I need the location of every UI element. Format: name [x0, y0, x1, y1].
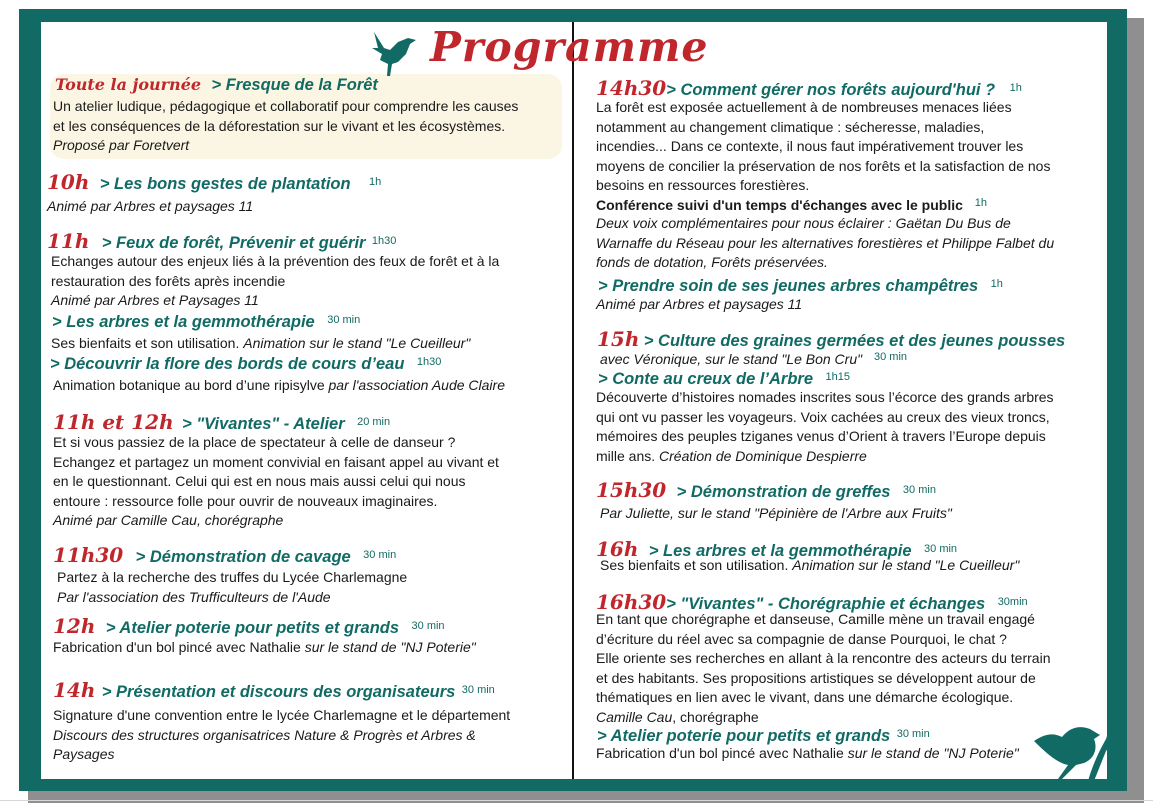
duration: 1h15	[825, 371, 850, 383]
duration: 30 min	[896, 728, 930, 740]
gerer-heading: > Comment gérer nos forêts aujourd'hui ?	[666, 81, 996, 99]
greffes-credit-text: Par Juliette, sur le stand "Pépinière de l'Arbre aux Fruits"	[600, 505, 952, 521]
time-16h: 16h	[596, 537, 639, 561]
duration: 1h	[1009, 82, 1022, 94]
column-divider	[572, 22, 574, 779]
time-11h-12h: 11h et 12h	[53, 410, 174, 434]
conte-description	[596, 388, 1054, 466]
conte-desc-line: Découverte d’histoires nomades inscrites sous l’écorce des grands arbres	[596, 389, 1054, 405]
conference-credit	[596, 214, 1054, 273]
duration: 30 min	[924, 543, 958, 555]
poterie2-credit: sur le stand de "NJ Poterie"	[847, 745, 1019, 761]
choregraphie-desc-line: En tant que chorégraphe et danseuse, Camille mène un travail engagé	[596, 611, 1035, 627]
conte-heading: > Conte au creux de l’Arbre	[598, 370, 814, 388]
conte-desc-line: mémoires des peuples tziganes venus d’Orient à travers l’Europe depuis	[596, 428, 1046, 444]
credit-text: Animé par Arbres et paysages 11	[596, 296, 803, 312]
flore-heading: > Découvrir la flore des bords de cours d’eau	[50, 355, 405, 373]
choregraphie-description	[596, 610, 1050, 727]
duration: 1h30	[371, 235, 397, 247]
vivantes-desc-line: Et si vous passiez de la place de spectateur à celle de danseur ?	[53, 434, 456, 450]
time-15h30: 15h30	[596, 478, 667, 502]
poterie-desc: Fabrication d'un bol pincé avec Nathalie	[53, 639, 305, 655]
duration: 1h	[369, 176, 382, 188]
choregraphie-desc-line: et des habitants. Ses propositions artistiques se développent autour de	[596, 669, 1036, 686]
gerer-desc-line: La forêt est exposée actuellement à de nombreuses menaces liées	[596, 99, 1012, 115]
champetres-line	[598, 277, 1003, 296]
choregraphie-credit-role: , chorégraphe	[672, 708, 759, 725]
gemmo-line	[52, 313, 360, 332]
poterie-description	[53, 638, 476, 658]
vivantes-desc-line: en le questionnant. Celui qui est en nous mais aussi celui qui nous	[53, 473, 466, 489]
duration: 30 min	[873, 351, 908, 363]
discours-credit-line: Paysages	[53, 746, 115, 762]
choregraphie-desc-line: d’écriture du réel avec sa compagnie de danse Pourquoi, le chat ?	[596, 630, 1007, 647]
vivantes-desc-line: Echangez et partagez un moment convivial en faisant appel au vivant et	[53, 453, 499, 470]
champetres-credit	[596, 295, 802, 315]
vivantes-heading: > "Vivantes" - Atelier	[182, 415, 345, 433]
flore-line	[50, 355, 441, 374]
duration: 30 min	[461, 684, 495, 696]
discours-desc: Signature d'une convention entre le lycée Charlemagne et le département	[53, 707, 511, 723]
bird-on-branch-icon	[1032, 705, 1114, 781]
cavage-credit: Par l'association des Trufficulteurs de l'Aude	[57, 588, 331, 605]
conte-desc-line: mille ans.	[596, 447, 660, 464]
fresque-desc-line: et les conséquences de la déforestation sur le vivant et les écosystèmes.	[53, 117, 506, 134]
time-16h30: 16h30	[596, 590, 667, 614]
slot-15h30	[596, 478, 936, 502]
cavage-desc: Partez à la recherche des truffes du Lycée Charlemagne	[57, 569, 408, 585]
fresque-heading: > Fresque de la Forêt	[211, 76, 378, 94]
gerer-description	[596, 98, 1050, 196]
greffes-credit	[600, 504, 952, 524]
gemmo16-desc: Ses bienfaits et son utilisation.	[600, 557, 793, 573]
duration: 1h	[974, 197, 988, 209]
gemmo16-credit: Animation sur le stand "Le Cueilleur"	[792, 557, 1020, 573]
gemmo-credit: Animation sur le stand "Le Cueilleur"	[243, 335, 471, 351]
graines-credit	[600, 348, 907, 370]
vivantes-credit: Animé par Camille Cau, chorégraphe	[53, 512, 284, 528]
champetres-heading: > Prendre soin de ses jeunes arbres champêtres	[598, 277, 979, 295]
time-14h30: 14h30	[596, 76, 667, 100]
gemmo-heading: > Les arbres et la gemmothérapie	[52, 313, 315, 331]
time-11h30: 11h30	[53, 543, 124, 567]
conference-credit-line: Warnaffe du Réseau pour les alternatives forestières et Philippe Falbet du	[596, 234, 1055, 251]
plantation-heading: > Les bons gestes de plantation	[99, 175, 351, 193]
discours-description	[53, 706, 510, 765]
choregraphie-heading: > "Vivantes" - Chorégraphie et échanges	[666, 595, 986, 613]
slot-12h	[53, 614, 445, 638]
flore-credit: par l'association Aude Claire	[328, 377, 505, 393]
duration: 1h30	[416, 356, 442, 368]
duration: 30 min	[902, 484, 936, 496]
duration: 30 min	[363, 549, 397, 561]
discours-credit-line: Discours des structures organisatrices Nature & Progrès et Arbres &	[53, 726, 476, 743]
duration: 20 min	[357, 416, 391, 428]
choregraphie-desc-line: Elle oriente ses recherches en allant à la rencontre des acteurs du terrain	[596, 650, 1051, 666]
duration: 30 min	[411, 620, 445, 632]
conte-credit: Création de Dominique Despierre	[659, 447, 867, 464]
time-15h: 15h	[597, 327, 640, 351]
gerer-desc-line: incendies... Dans ce contexte, il nous faut impérativement trouver les	[596, 138, 1024, 154]
choregraphie-desc-line: thématiques en lien avec le vivant, dans une démarche écologique.	[596, 689, 1014, 705]
flore-desc: Animation botanique au bord d’une ripisylve	[53, 377, 329, 393]
all-day-time: Toute la journée	[55, 75, 202, 94]
vivantes-desc-line: entoure : ressource folle pour ouvrir de nouveaux imaginaires.	[53, 492, 438, 509]
slot-11h-12h	[53, 410, 390, 434]
graines-credit-text: avec Véronique, sur le stand "Le Bon Cru"	[600, 351, 863, 367]
bottom-rule	[0, 800, 1153, 801]
gerer-desc-line: moyens de concilier la préservation de nos forêts et la satisfaction de nos	[596, 157, 1051, 174]
fresque-desc-line: Un atelier ludique, pédagogique et collaboratif pour comprendre les causes	[53, 98, 519, 114]
fresque-description	[53, 97, 518, 156]
slot-10h	[47, 170, 381, 194]
poterie2-desc: Fabrication d'un bol pincé avec Nathalie	[596, 745, 848, 761]
feux-description	[51, 252, 499, 311]
gemmo-desc: Ses bienfaits et son utilisation.	[51, 335, 244, 351]
feux-desc-line: restauration des forêts après incendie	[51, 272, 286, 289]
duration: 1h	[990, 278, 1003, 290]
gerer-desc-line: besoins en ressources forestières.	[596, 177, 810, 193]
greffes-heading: > Démonstration de greffes	[676, 483, 891, 501]
poterie-credit: sur le stand de "NJ Poterie"	[304, 639, 476, 655]
page-title: Programme	[430, 23, 709, 71]
feux-heading: > Feux de forêt, Prévenir et guérir	[101, 234, 366, 252]
gemmo16-description	[600, 556, 1019, 576]
gemmo16-heading: > Les arbres et la gemmothérapie	[648, 542, 912, 560]
gemmo-description	[51, 334, 470, 354]
poterie2-heading: > Atelier poterie pour petits et grands	[597, 727, 891, 745]
cavage-heading: > Démonstration de cavage	[135, 548, 351, 566]
slot-11h	[47, 229, 396, 253]
vivantes-description	[53, 433, 499, 531]
conference-credit-line: Deux voix complémentaires pour nous éclairer : Gaëtan Du Bus de	[596, 215, 1011, 231]
slot-14h30	[596, 76, 1022, 100]
cavage-description	[57, 568, 407, 607]
flore-description	[53, 376, 505, 396]
conte-desc-line: qui ont vu passer les voyageurs. Voix cachées au creux des vieux troncs,	[596, 408, 1050, 425]
feux-credit: Animé par Arbres et Paysages 11	[51, 292, 259, 308]
conference-credit-line: fonds de dotation, Forêts préservées.	[596, 254, 828, 270]
gerer-desc-line: notamment au changement climatique : sécheresse, maladies,	[596, 118, 985, 135]
conference-line	[596, 194, 987, 216]
discours-heading: > Présentation et discours des organisateurs	[101, 683, 456, 701]
time-14h: 14h	[53, 678, 96, 702]
conte-line	[598, 370, 850, 389]
poterie-heading: > Atelier poterie pour petits et grands	[105, 619, 400, 637]
all-day-line	[55, 75, 378, 95]
plantation-credit	[47, 197, 253, 217]
choregraphie-credit-name: Camille Cau	[596, 708, 673, 725]
slot-14h	[53, 678, 495, 702]
time-10h: 10h	[47, 170, 90, 194]
conference-heading: Conférence suivi d'un temps d'échanges avec le public	[596, 197, 963, 213]
duration: 30min	[997, 596, 1028, 608]
graines-heading: > Culture des graines germées et des jeunes pousses	[643, 332, 1066, 350]
fresque-credit: Proposé par Foretvert	[53, 137, 190, 153]
slot-11h30	[53, 543, 396, 567]
feux-desc-line: Echanges autour des enjeux liés à la prévention des feux de forêt et à la	[51, 253, 500, 269]
duration: 30 min	[327, 314, 361, 326]
poterie2-description	[596, 744, 1019, 764]
bird-icon	[368, 28, 420, 78]
credit-text: Animé par Arbres et paysages 11	[47, 198, 254, 214]
time-12h: 12h	[53, 614, 96, 638]
time-11h: 11h	[47, 229, 90, 253]
